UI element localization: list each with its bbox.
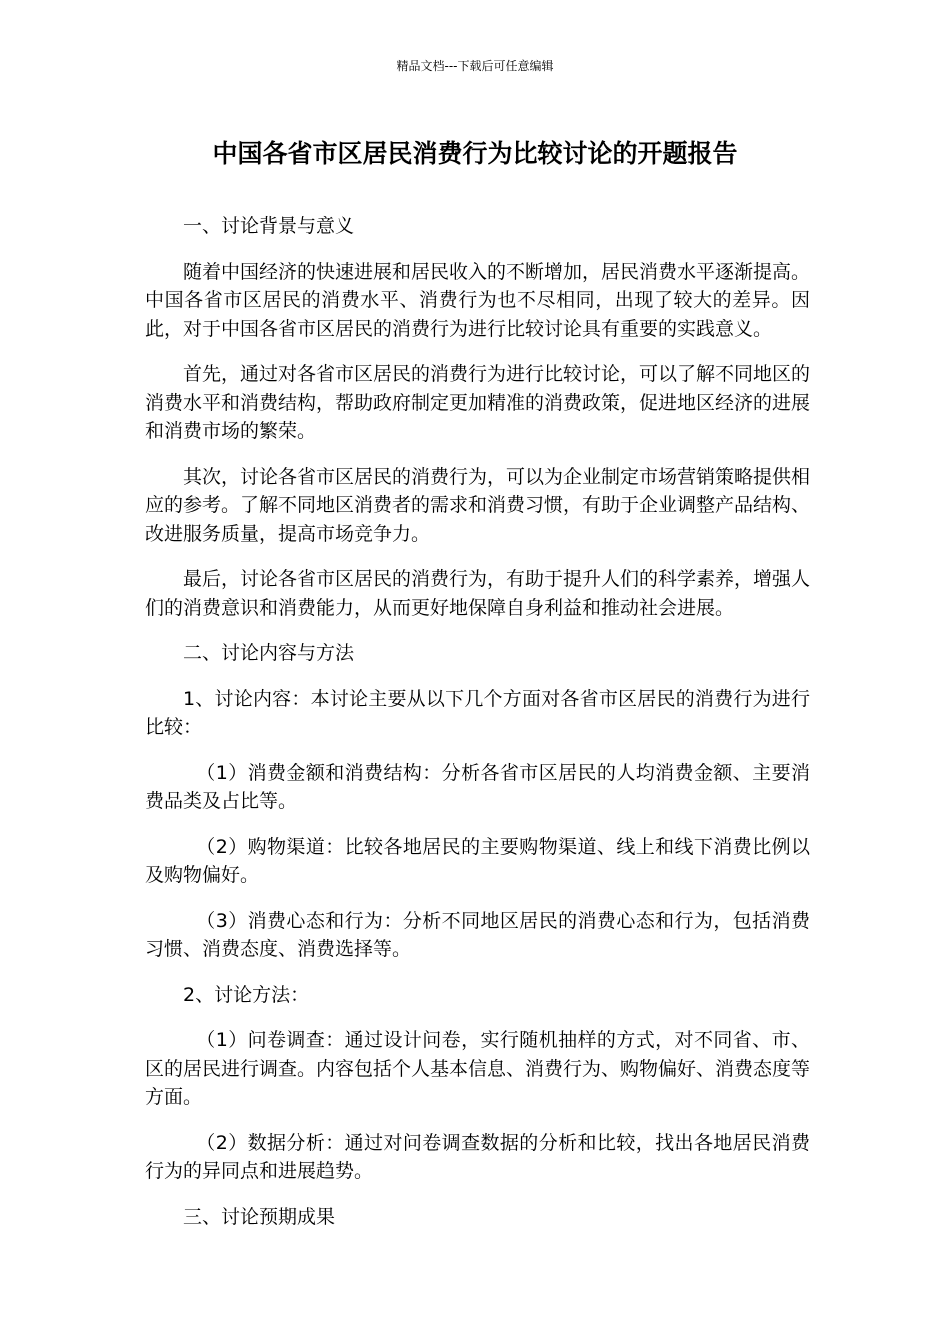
header-note: 精品文档---下载后可任意编辑 <box>396 59 554 73</box>
paragraph-second: 其次，讨论各省市区居民的消费行为，可以为企业制定市场营销策略提供相应的参考。了解不同地区消费者的需求和消费习惯，有助于企业调整产品结构、改进服务质量，提高市场竞争力。 <box>145 465 811 545</box>
page-title: 中国各省市区居民消费行为比较讨论的开题报告 <box>212 139 738 168</box>
list-item-data-analysis: （2）数据分析：通过对问卷调查数据的分析和比较，找出各地居民消费行为的异同点和进展趋势。 <box>145 1131 810 1182</box>
section-heading-background: 一、讨论背景与意义 <box>183 215 355 237</box>
subheading-methods: 2、讨论方法： <box>183 983 310 1006</box>
list-item-consumption-amount: （1）消费金额和消费结构：分析各省市区居民的人均消费金额、主要消费品类及占比等。 <box>145 761 810 812</box>
list-item-consumption-mindset: （3）消费心态和行为：分析不同地区居民的消费心态和行为，包括消费习惯、消费态度、消费选择等。 <box>145 909 810 960</box>
paragraph-content: 1、讨论内容：本讨论主要从以下几个方面对各省市区居民的消费行为进行比较： <box>145 687 810 738</box>
list-item-shopping-channel: （2）购物渠道：比较各地居民的主要购物渠道、线上和线下消费比例以及购物偏好。 <box>145 835 810 886</box>
paragraph-first: 首先，通过对各省市区居民的消费行为进行比较讨论，可以了解不同地区的消费水平和消费结构，帮助政府制定更加精准的消费政策，促进地区经济的进展和消费市场的繁荣。 <box>145 363 811 442</box>
section-heading-expected-results: 三、讨论预期成果 <box>183 1205 336 1228</box>
list-item-questionnaire: （1）问卷调查：通过设计问卷，实行随机抽样的方式，对不同省、市、区的居民进行调查。内容包括个人基本信息、消费行为、购物偏好、消费态度等方面。 <box>145 1029 811 1108</box>
section-heading-content-method: 二、讨论内容与方法 <box>183 642 355 664</box>
paragraph-last: 最后，讨论各省市区居民的消费行为，有助于提升人们的科学素养，增强人们的消费意识和消费能力，从而更好地保障自身利益和推动社会进展。 <box>145 568 811 619</box>
document-body <box>145 212 810 1248</box>
paragraph-background: 随着中国经济的快速进展和居民收入的不断增加，居民消费水平逐渐提高。中国各省市区居民的消费水平、消费行为也不尽相同，出现了较大的差异。因此，对于中国各省市区居民的消费行为进行比较讨论具有重要的实践意义。 <box>145 260 811 340</box>
